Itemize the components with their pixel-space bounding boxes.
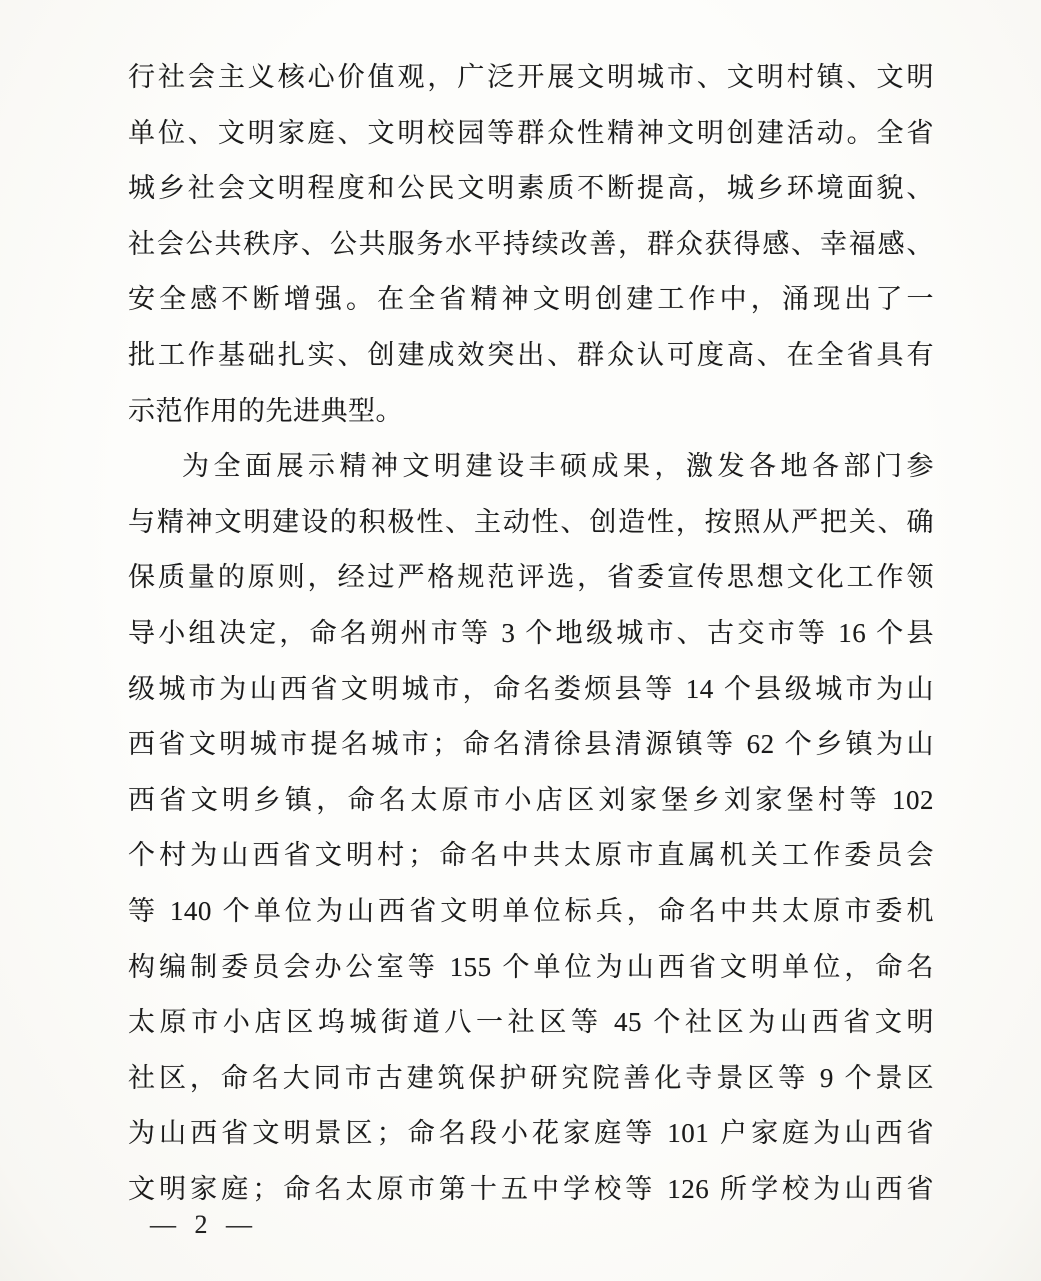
body-line: 个村为山西省文明村；命名中共太原市直属机关工作委员会 — [128, 840, 934, 871]
body-line: 单位、文明家庭、文明校园等群众性精神文明创建活动。全省 — [128, 117, 934, 148]
body-line: 构编制委员会办公室等 155 个单位为山西省文明单位，命名 — [128, 951, 934, 982]
body-line: 与精神文明建设的积极性、主动性、创造性，按照从严把关、确 — [128, 506, 934, 537]
body-line: 行社会主义核心价值观，广泛开展文明城市、文明村镇、文明 — [128, 62, 934, 92]
body-line: 安全感不断增强。在全省精神文明创建工作中，涌现出了一 — [128, 284, 934, 315]
body-line: 等 140 个单位为山西省文明单位标兵，命名中共太原市委机 — [128, 895, 934, 926]
body-line-paragraph-end: 示范作用的先进典型。 — [128, 395, 403, 426]
body-line: 文明家庭；命名太原市第十五中学校等 126 所学校为山西省 — [128, 1173, 934, 1204]
body-line: 城乡社会文明程度和公民文明素质不断提高，城乡环境面貌、 — [128, 173, 934, 204]
body-line: 西省文明乡镇，命名太原市小店区刘家堡乡刘家堡村等 102 — [128, 784, 934, 815]
body-line: 社会公共秩序、公共服务水平持续改善，群众获得感、幸福感、 — [128, 228, 934, 259]
body-line: 级城市为山西省文明城市，命名娄烦县等 14 个县级城市为山 — [128, 673, 934, 704]
body-line-paragraph-start: 为全面展示精神文明建设丰硕成果，激发各地各部门参 — [182, 451, 934, 482]
page-number: — 2 — — [150, 1210, 258, 1239]
body-line: 太原市小店区坞城街道八一社区等 45 个社区为山西省文明 — [128, 1007, 934, 1038]
body-line: 社区，命名大同市古建筑保护研究院善化寺景区等 9 个景区 — [128, 1062, 934, 1093]
body-line: 批工作基础扎实、创建成效突出、群众认可度高、在全省具有 — [128, 339, 934, 370]
document-body-text — [128, 50, 934, 1217]
body-line: 西省文明城市提名城市；命名清徐县清源镇等 62 个乡镇为山 — [128, 729, 934, 760]
body-line: 导小组决定，命名朔州市等 3 个地级城市、古交市等 16 个县 — [128, 617, 934, 648]
body-line: 保质量的原则，经过严格规范评选，省委宣传思想文化工作领 — [128, 562, 934, 593]
body-line: 为山西省文明景区；命名段小花家庭等 101 户家庭为山西省 — [128, 1118, 934, 1149]
